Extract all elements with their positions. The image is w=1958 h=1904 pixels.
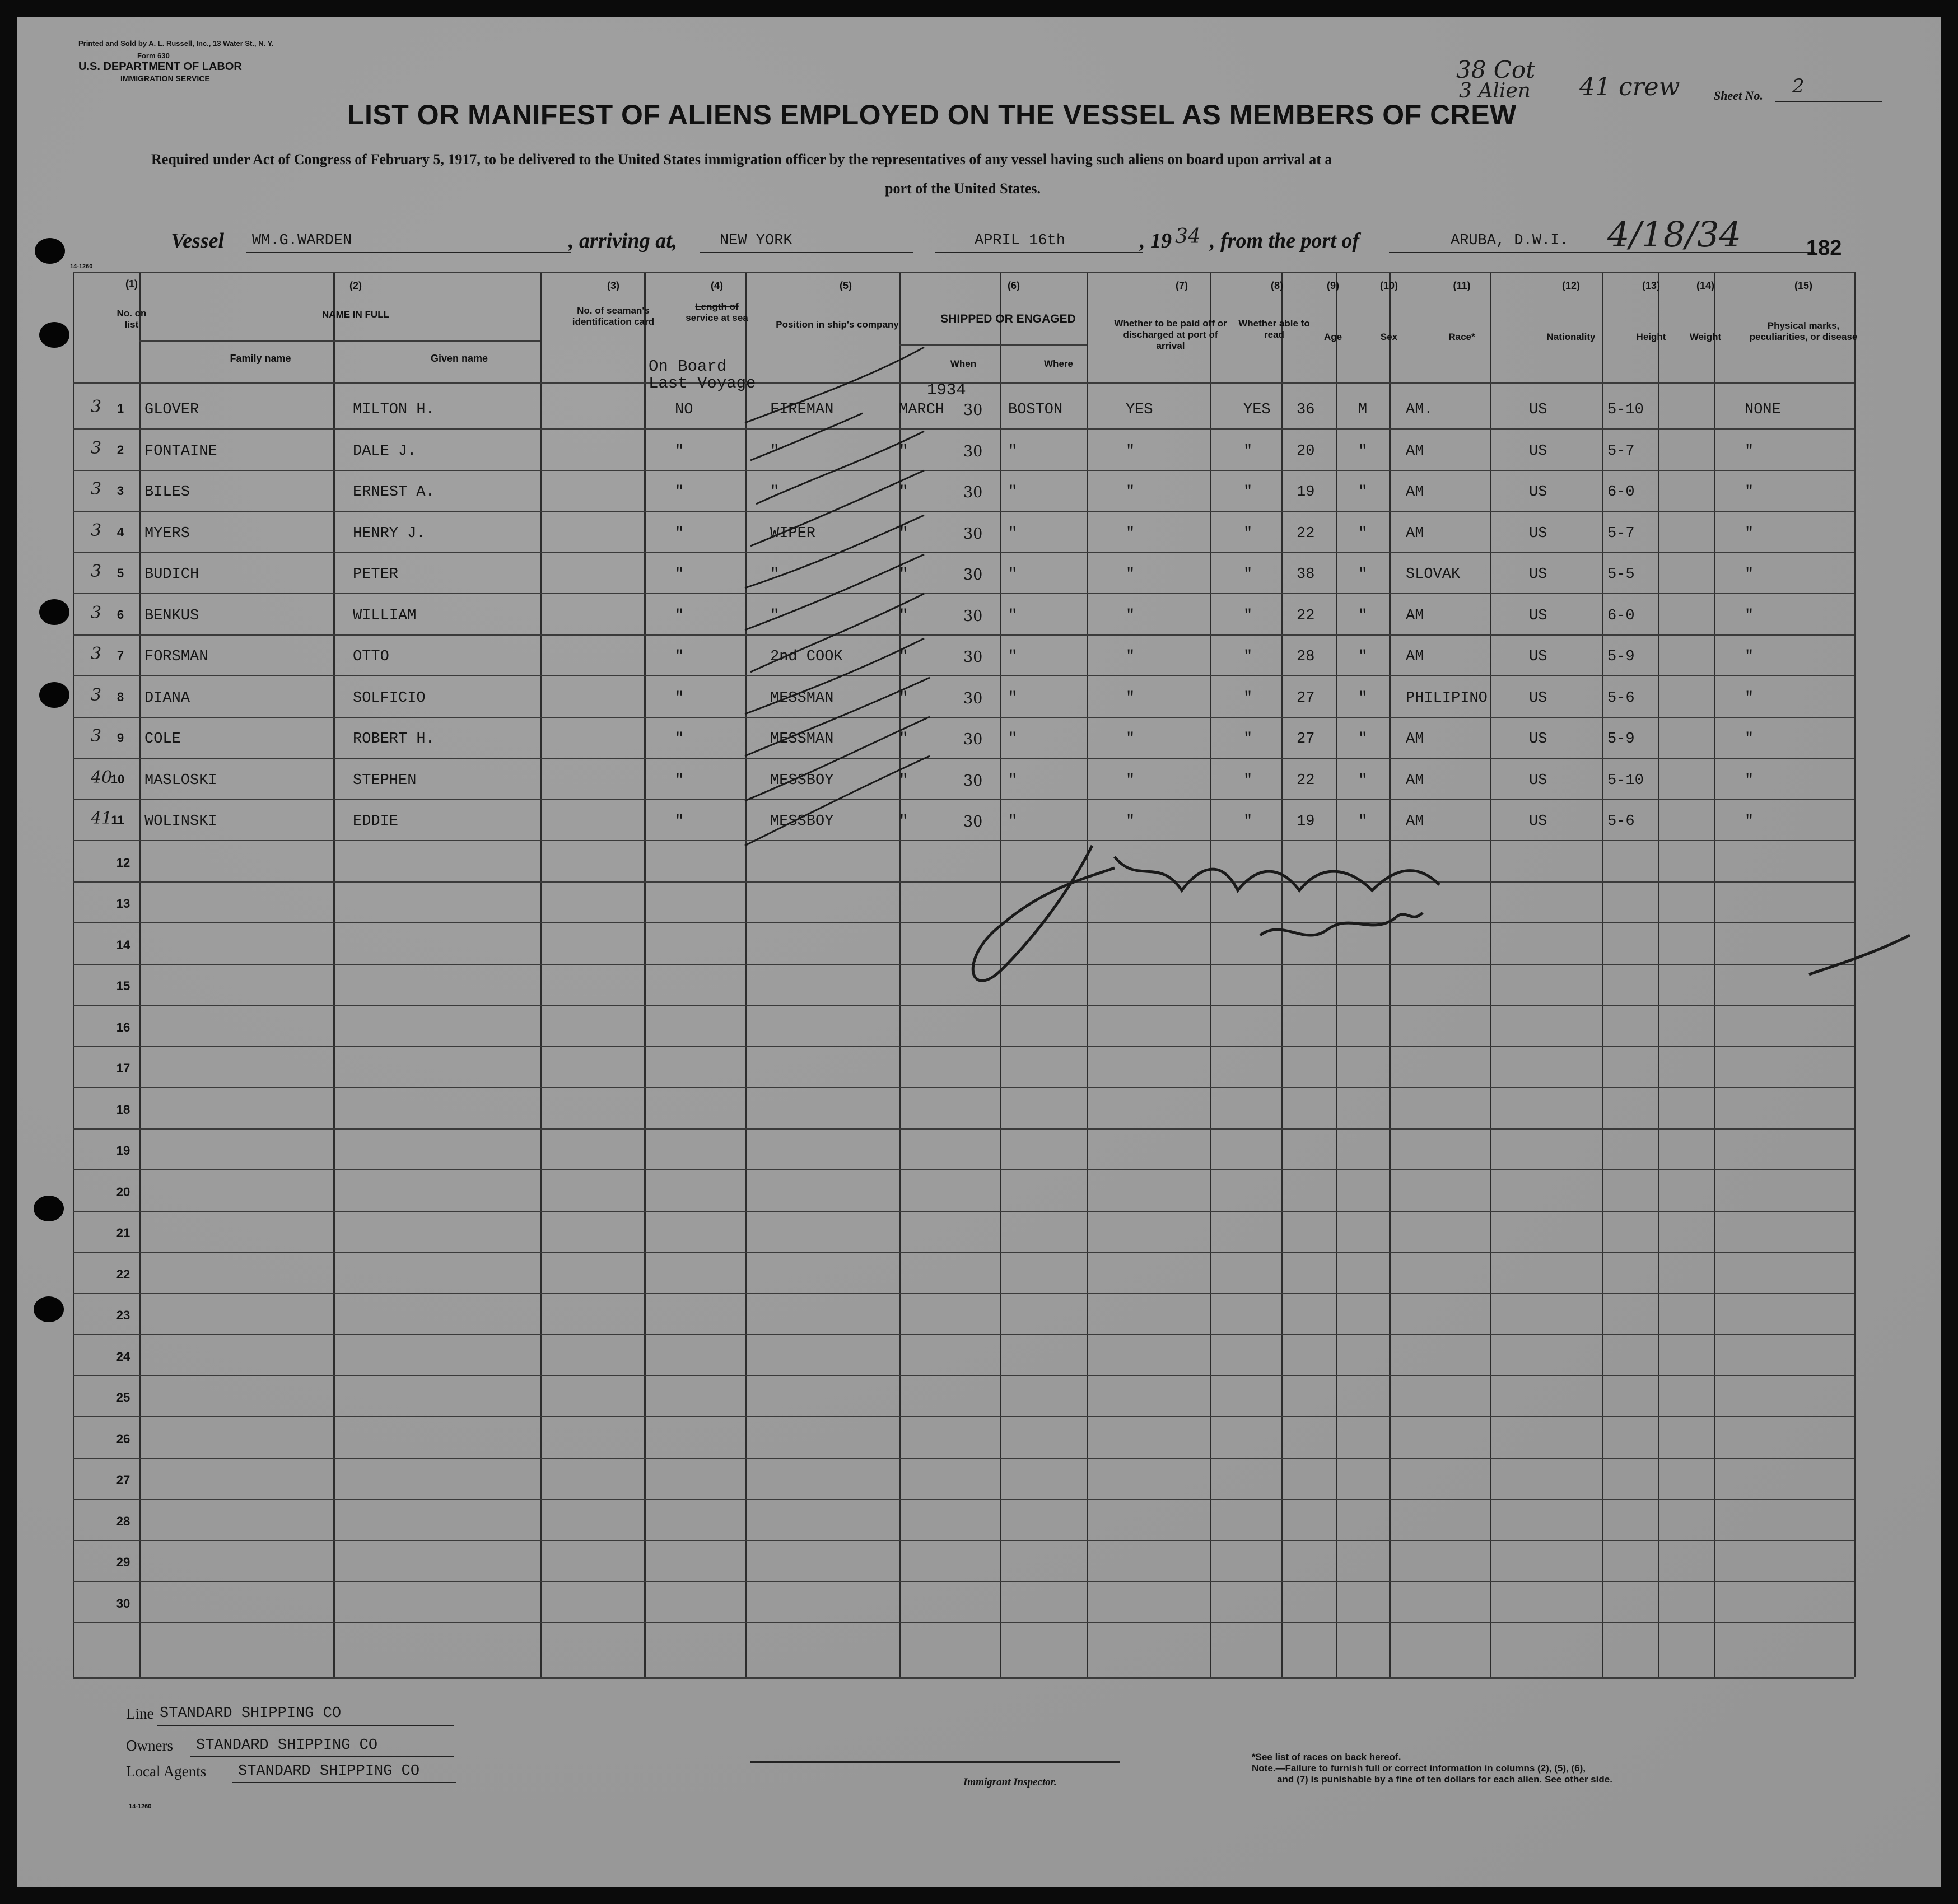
empty-row-number: 15: [116, 979, 130, 993]
cell-when-month: ": [899, 566, 908, 583]
row-number: 7: [116, 648, 124, 662]
cell-where: ": [1008, 648, 1018, 665]
arriving-port: NEW YORK: [720, 232, 792, 249]
cell-service: ": [675, 484, 684, 501]
col6-header: SHIPPED OR ENGAGED: [940, 312, 1076, 325]
cell-when-day: 30: [963, 689, 983, 707]
row-number: 8: [116, 689, 124, 704]
cell-when-month: ": [899, 813, 908, 830]
row-hand-number: 3: [91, 562, 102, 581]
row-number: 6: [116, 607, 124, 622]
cell-read: ": [1243, 689, 1253, 707]
empty-row-number: 23: [116, 1308, 130, 1322]
cell-when-month: ": [899, 525, 908, 542]
row-hand-number: 3: [91, 644, 102, 664]
col4-typed-header-1: On Board: [649, 357, 727, 376]
cell-paid-off: ": [1126, 731, 1135, 748]
row-hand-number: 3: [91, 438, 102, 458]
empty-row-number: 29: [116, 1555, 130, 1569]
cell-sex: ": [1358, 607, 1368, 624]
cell-position: MESSBOY: [770, 813, 834, 830]
inspector-signature-line: [750, 1761, 1120, 1763]
cell-age: 22: [1297, 607, 1315, 624]
cell-sex: ": [1358, 566, 1368, 583]
col10-number: (10): [1379, 280, 1398, 291]
cell-position: MESSMAN: [770, 689, 834, 707]
col14-number: (14): [1696, 280, 1714, 291]
row-number: 2: [116, 442, 124, 457]
cell-nationality: US: [1529, 607, 1547, 624]
row-hand-number: 40: [91, 767, 113, 787]
cell-when-day: 30: [963, 813, 983, 830]
row-number: 5: [116, 566, 124, 580]
cell-paid-off: ": [1126, 772, 1135, 789]
from-port: ARUBA, D.W.I.: [1451, 232, 1569, 249]
from-port-label: , from the port of: [1210, 229, 1360, 253]
manifest-sheet: [17, 17, 1941, 1887]
stamp-number: 182: [1806, 236, 1842, 260]
cell-family: FONTAINE: [144, 442, 217, 460]
arrival-date: APRIL 16th: [975, 232, 1066, 249]
cell-race: PHILIPINO: [1406, 689, 1488, 707]
cell-sex: ": [1358, 525, 1368, 542]
cell-sex: ": [1358, 731, 1368, 748]
empty-row-number: 25: [116, 1390, 130, 1404]
cell-nationality: US: [1529, 566, 1547, 583]
cell-service: ": [675, 525, 684, 542]
col15-number: (15): [1794, 280, 1812, 291]
cell-position: ": [770, 607, 780, 624]
cell-age: 22: [1297, 772, 1315, 789]
cell-sex: ": [1358, 484, 1368, 501]
cell-nationality: US: [1529, 484, 1547, 501]
cell-position: 2nd COOK: [770, 648, 843, 665]
cell-given: STEPHEN: [353, 772, 417, 789]
cell-position: FIREMAN: [770, 402, 834, 418]
cell-read: ": [1243, 772, 1253, 789]
footer-line-underline: [157, 1725, 454, 1726]
col3-number: (3): [607, 280, 619, 291]
cell-service: ": [675, 731, 684, 748]
cell-race: AM: [1406, 442, 1424, 460]
footer-agents-underline: [232, 1782, 456, 1783]
cell-position: ": [770, 484, 780, 501]
cell-given: EDDIE: [353, 813, 399, 830]
cell-race: AM.: [1406, 402, 1433, 418]
col13-number: (13): [1642, 280, 1660, 291]
col9-number: (9): [1327, 280, 1339, 291]
footer-note-2: Note.—Failure to furnish full or correct information in columns (2), (5), (6),: [1252, 1763, 1586, 1774]
cell-height: 5-10: [1607, 402, 1644, 418]
cell-read: ": [1243, 731, 1253, 748]
row-hand-number: 3: [91, 479, 102, 499]
col6-when-header: When: [950, 358, 977, 369]
page-title: LIST OR MANIFEST OF ALIENS EMPLOYED ON THE VESSEL AS MEMBERS OF CREW: [347, 99, 1517, 130]
cell-when-month: ": [899, 772, 908, 789]
cell-height: 6-0: [1607, 484, 1635, 501]
cell-sex: ": [1358, 689, 1368, 707]
cell-marks: ": [1745, 772, 1754, 789]
col2-family-header: Family name: [230, 353, 291, 364]
cell-read: ": [1243, 442, 1253, 460]
cell-when-day: 30: [963, 648, 983, 666]
cell-where: ": [1008, 772, 1018, 789]
cell-marks: ": [1745, 566, 1754, 583]
pen-strokes: [17, 17, 1941, 1887]
empty-row-number: 13: [116, 897, 130, 911]
cell-nationality: US: [1529, 402, 1547, 418]
form-number: Form 630: [137, 52, 170, 60]
empty-row-number: 14: [116, 937, 130, 952]
cell-given: ERNEST A.: [353, 484, 435, 501]
cell-height: 5-6: [1607, 813, 1635, 830]
cell-family: BILES: [144, 484, 190, 501]
cell-where: ": [1008, 566, 1018, 583]
cell-when-day: 30: [963, 607, 983, 625]
col15-header: Physical marks, peculiarities, or disease: [1749, 320, 1858, 342]
cell-given: PETER: [353, 566, 399, 583]
footer-agents-value: STANDARD SHIPPING CO: [238, 1763, 420, 1780]
printer-line: Printed and Sold by A. L. Russell, Inc., 13 Water St., N. Y.: [78, 39, 274, 48]
empty-row-number: 27: [116, 1473, 130, 1487]
row-number: 11: [111, 813, 124, 827]
cell-given: SOLFICIO: [353, 689, 426, 707]
cell-nationality: US: [1529, 772, 1547, 789]
col13-header: Height: [1636, 332, 1666, 342]
cell-height: 5-7: [1607, 442, 1635, 460]
cell-family: BENKUS: [144, 607, 199, 624]
empty-row-number: 17: [116, 1061, 130, 1075]
cell-when-day: 30: [963, 772, 983, 790]
footer-note-1: *See list of races on back hereof.: [1252, 1752, 1401, 1762]
col9-header: Age: [1323, 332, 1342, 342]
cell-service: NO: [675, 402, 693, 418]
empty-row-number: 28: [116, 1514, 130, 1528]
cell-marks: ": [1745, 813, 1754, 830]
col3-header: No. of seaman's identification card: [572, 305, 655, 327]
cell-paid-off: ": [1126, 607, 1135, 624]
subtitle-line-2: port of the United States.: [885, 180, 1041, 197]
year-prefix: , 19: [1140, 229, 1172, 253]
cell-service: ": [675, 566, 684, 583]
cell-race: AM: [1406, 484, 1424, 501]
cell-race: SLOVAK: [1406, 566, 1461, 583]
cell-family: WOLINSKI: [144, 813, 217, 830]
cell-where: ": [1008, 607, 1018, 624]
cell-sex: ": [1358, 772, 1368, 789]
year-suffix: 34: [1175, 225, 1201, 248]
signature-title: [1260, 913, 1274, 919]
service-label: IMMIGRATION SERVICE: [120, 74, 210, 83]
cell-family: DIANA: [144, 689, 190, 707]
col6-number: (6): [1008, 280, 1020, 291]
cell-paid-off: ": [1126, 648, 1135, 665]
cell-position: ": [770, 566, 780, 583]
cell-sex: ": [1358, 813, 1368, 830]
cell-read: ": [1243, 813, 1253, 830]
col7-header: Whether to be paid off or discharged at port of arrival: [1114, 318, 1227, 351]
handwritten-date: 4/18/34: [1607, 214, 1742, 255]
cell-family: MYERS: [144, 525, 190, 542]
col8-header: Whether able to read: [1238, 318, 1310, 340]
cell-where: ": [1008, 525, 1018, 542]
row-hand-number: 41: [91, 809, 113, 828]
cell-when-month: ": [899, 731, 908, 748]
cell-age: 22: [1297, 525, 1315, 542]
cell-nationality: US: [1529, 731, 1547, 748]
cell-read: ": [1243, 607, 1253, 624]
cell-service: ": [675, 689, 684, 707]
cell-service: ": [675, 813, 684, 830]
form-code-top: 14-1260: [70, 263, 93, 270]
top-annotation-1: 38 Cot: [1456, 56, 1536, 83]
cell-read: ": [1243, 648, 1253, 665]
cell-when-month: ": [899, 648, 908, 665]
cell-given: WILLIAM: [353, 607, 417, 624]
cell-given: OTTO: [353, 648, 389, 665]
col12-number: (12): [1561, 280, 1580, 291]
cell-marks: ": [1745, 525, 1754, 542]
row-hand-number: 3: [91, 603, 102, 623]
row-hand-number: 3: [91, 726, 102, 746]
cell-paid-off: ": [1126, 484, 1135, 501]
col4-header: Length of service at sea: [686, 301, 748, 323]
row-number: 1: [116, 402, 124, 416]
cell-when-month: MARCH: [899, 402, 945, 418]
cell-paid-off: ": [1126, 442, 1135, 460]
footer-owners-label: Owners: [126, 1737, 173, 1754]
cell-read: ": [1243, 484, 1253, 501]
empty-row-number: 19: [116, 1144, 130, 1158]
cell-read: YES: [1243, 402, 1271, 418]
cell-family: GLOVER: [144, 402, 199, 418]
row-number: 4: [116, 525, 124, 539]
cell-when-month: ": [899, 689, 908, 707]
cell-marks: ": [1745, 442, 1754, 460]
cell-where: BOSTON: [1008, 402, 1063, 418]
col1-header: No. on list: [116, 308, 147, 330]
vessel-name: WM.G.WARDEN: [252, 232, 352, 249]
cell-age: 36: [1297, 402, 1315, 418]
cell-service: ": [675, 648, 684, 665]
sheet-label: Sheet No.: [1714, 88, 1763, 102]
cell-paid-off: ": [1126, 689, 1135, 707]
cell-when-day: 30: [963, 484, 983, 501]
col6-where-header: Where: [1044, 358, 1073, 369]
cell-family: COLE: [144, 731, 181, 748]
cell-service: ": [675, 442, 684, 460]
row-number: 9: [116, 731, 124, 745]
cell-family: FORSMAN: [144, 648, 208, 665]
cell-marks: ": [1745, 731, 1754, 748]
cell-age: 28: [1297, 648, 1315, 665]
footer-owners-value: STANDARD SHIPPING CO: [196, 1737, 378, 1754]
empty-row-number: 22: [116, 1267, 130, 1281]
cell-where: ": [1008, 689, 1018, 707]
footer-line-value: STANDARD SHIPPING CO: [160, 1705, 342, 1722]
cell-race: AM: [1406, 525, 1424, 542]
cell-family: MASLOSKI: [144, 772, 217, 789]
cell-when-day: 30: [963, 566, 983, 584]
col11-header: Race*: [1448, 332, 1475, 342]
cell-where: ": [1008, 442, 1018, 460]
cell-nationality: US: [1529, 813, 1547, 830]
cell-age: 27: [1297, 689, 1315, 707]
row-hand-number: 3: [91, 520, 102, 540]
cell-position: MESSMAN: [770, 731, 834, 748]
cell-height: 6-0: [1607, 607, 1635, 624]
row-number: 10: [110, 772, 125, 786]
empty-row-number: 24: [116, 1349, 130, 1364]
vessel-label: Vessel: [171, 229, 224, 253]
empty-row-number: 20: [116, 1184, 130, 1199]
row-number: 3: [116, 484, 124, 498]
cell-given: MILTON H.: [353, 402, 435, 418]
empty-row-number: 12: [116, 855, 130, 870]
cell-paid-off: ": [1126, 813, 1135, 830]
cell-where: ": [1008, 731, 1018, 748]
empty-row-number: 16: [116, 1020, 130, 1034]
footer-note-3: and (7) is punishable by a fine of ten dollars for each alien. See other side.: [1277, 1774, 1612, 1785]
footer-line-label: Line: [126, 1705, 154, 1722]
row-hand-number: 3: [91, 397, 102, 417]
cell-marks: ": [1745, 607, 1754, 624]
cell-read: ": [1243, 525, 1253, 542]
cell-service: ": [675, 772, 684, 789]
col11-number: (11): [1453, 280, 1471, 291]
cell-race: AM: [1406, 607, 1424, 624]
cell-height: 5-10: [1607, 772, 1644, 789]
cell-position: MESSBOY: [770, 772, 834, 789]
cell-race: AM: [1406, 772, 1424, 789]
top-annotation-3: 41 crew: [1579, 73, 1680, 101]
cell-age: 19: [1297, 813, 1315, 830]
cell-marks: ": [1745, 484, 1754, 501]
cell-position: ": [770, 442, 780, 460]
col6-typed-year: 1934: [927, 381, 966, 399]
cell-when-day: 30: [963, 402, 983, 419]
cell-paid-off: ": [1126, 525, 1135, 542]
footer-agents-label: Local Agents: [126, 1763, 207, 1780]
col10-header: Sex: [1380, 332, 1398, 342]
cell-paid-off: ": [1126, 566, 1135, 583]
cell-given: HENRY J.: [353, 525, 426, 542]
cell-read: ": [1243, 566, 1253, 583]
cell-marks: ": [1745, 648, 1754, 665]
cell-age: 27: [1297, 731, 1315, 748]
col7-number: (7): [1176, 280, 1188, 291]
col14-header: Weight: [1689, 332, 1722, 342]
arriving-label: , arriving at,: [568, 229, 678, 253]
cell-when-month: ": [899, 442, 908, 460]
cell-family: BUDICH: [144, 566, 199, 583]
empty-row-number: 30: [116, 1596, 130, 1611]
cell-race: AM: [1406, 813, 1424, 830]
col4-number: (4): [711, 280, 723, 291]
empty-row-number: 18: [116, 1102, 130, 1117]
cell-height: 5-6: [1607, 689, 1635, 707]
row-hand-number: 3: [91, 685, 102, 705]
cell-age: 19: [1297, 484, 1315, 501]
cell-height: 5-9: [1607, 648, 1635, 665]
cell-nationality: US: [1529, 689, 1547, 707]
signature-name: [1115, 846, 1147, 852]
col12-header: Nationality: [1546, 332, 1596, 342]
cell-race: AM: [1406, 731, 1424, 748]
cell-when-month: ": [899, 484, 908, 501]
cell-sex: ": [1358, 648, 1368, 665]
cell-marks: ": [1745, 689, 1754, 707]
empty-row-number: 21: [116, 1226, 130, 1240]
cell-service: ": [675, 607, 684, 624]
cell-nationality: US: [1529, 648, 1547, 665]
col5-header: Position in ship's company: [776, 319, 899, 330]
col2-number: (2): [349, 280, 362, 291]
col2-header: NAME IN FULL: [322, 309, 389, 320]
col2-given-header: Given name: [430, 353, 488, 364]
cell-where: ": [1008, 484, 1018, 501]
cell-position: WIPER: [770, 525, 816, 542]
col1-number: (1): [125, 278, 138, 290]
sheet-number: 2: [1792, 75, 1805, 97]
footer-owners-underline: [190, 1756, 454, 1757]
footer-form-code: 14-1260: [129, 1803, 152, 1810]
cell-sex: ": [1358, 442, 1368, 460]
cell-height: 5-5: [1607, 566, 1635, 583]
cell-height: 5-9: [1607, 731, 1635, 748]
col4-typed-header-2: Last Voyage: [649, 374, 756, 393]
cell-age: 38: [1297, 566, 1315, 583]
cell-given: DALE J.: [353, 442, 417, 460]
empty-row-number: 26: [116, 1431, 130, 1446]
top-annotation-2: 3 Alien: [1459, 80, 1531, 102]
cell-when-day: 30: [963, 442, 983, 460]
cell-nationality: US: [1529, 525, 1547, 542]
cell-when-month: ": [899, 607, 908, 624]
cell-race: AM: [1406, 648, 1424, 665]
cell-height: 5-7: [1607, 525, 1635, 542]
cell-when-day: 30: [963, 731, 983, 748]
cell-when-day: 30: [963, 525, 983, 543]
department-label: U.S. DEPARTMENT OF LABOR: [78, 60, 242, 73]
cell-marks: NONE: [1745, 402, 1781, 418]
cell-paid-off: YES: [1126, 402, 1153, 418]
cell-nationality: US: [1529, 442, 1547, 460]
cell-where: ": [1008, 813, 1018, 830]
cell-given: ROBERT H.: [353, 731, 435, 748]
cell-age: 20: [1297, 442, 1315, 460]
col5-number: (5): [840, 280, 852, 291]
inspector-label: Immigrant Inspector.: [963, 1776, 1057, 1788]
cell-sex: M: [1358, 402, 1368, 418]
subtitle-line-1: Required under Act of Congress of February 5, 1917, to be delivered to the United States immigration officer by the representatives of any vessel having such aliens on board upon arrival at a: [151, 151, 1332, 167]
col8-number: (8): [1271, 280, 1283, 291]
